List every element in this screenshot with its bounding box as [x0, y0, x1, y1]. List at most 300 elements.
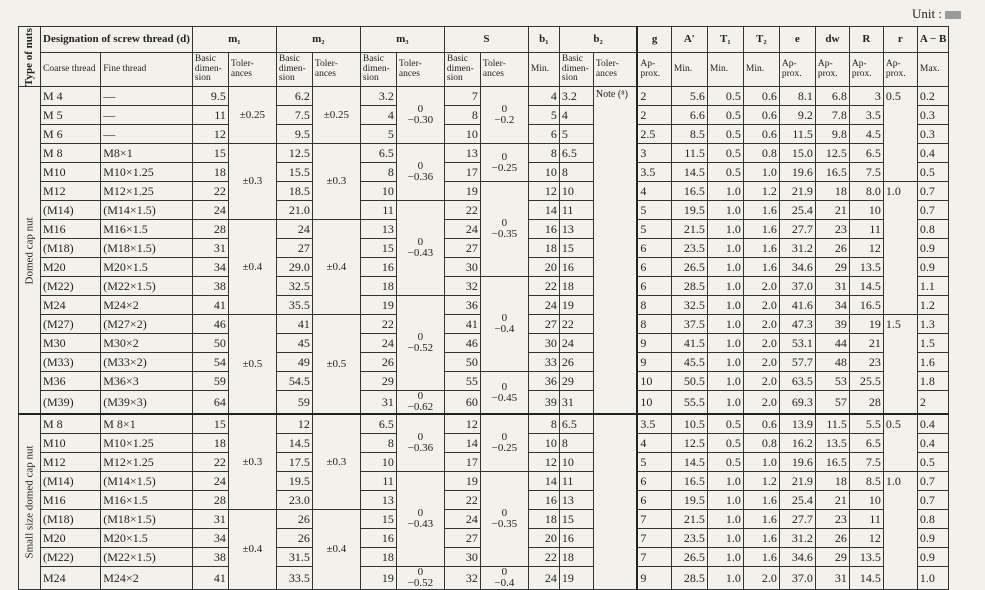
r-upper-cell: 6.5 [849, 434, 883, 453]
dimension-table-wrapper [18, 26, 949, 590]
coarse-thread-cell: M16 [41, 220, 101, 239]
fine-thread-cell: (M14×1.5) [101, 201, 193, 220]
g-cell: 8 [637, 315, 671, 334]
e-cell: 9.2 [779, 106, 815, 125]
s-basic-cell: 60 [444, 391, 480, 415]
ab-cell: 0.7 [917, 491, 948, 510]
e-header: e [779, 27, 815, 53]
b1-min-cell: 20 [528, 258, 559, 277]
coarse-thread-cell: (M33) [41, 353, 101, 372]
m1-basic-cell: 41 [192, 567, 228, 590]
r-upper-cell: 12 [849, 239, 883, 258]
s-basic-cell: 50 [444, 353, 480, 372]
m2-basic-cell: 23.0 [276, 491, 312, 510]
dw-cell: 44 [815, 334, 849, 353]
coarse-thread-cell: (M14) [41, 472, 101, 491]
g-cell: 9 [637, 567, 671, 590]
fine-thread-cell: — [101, 106, 193, 125]
m2-basic-cell: 26 [276, 510, 312, 529]
r-upper-cell: 10 [849, 491, 883, 510]
m2-basic-cell: 49 [276, 353, 312, 372]
table-row [19, 87, 949, 106]
m2-tolerance-cell: ±0.5 [312, 315, 360, 415]
b2-header: b₂ [559, 27, 637, 53]
coarse-thread-cell: M12 [41, 453, 101, 472]
ab-cell: 1.1 [917, 277, 948, 296]
b1-min-cell: 39 [528, 391, 559, 415]
m3-basic-cell: 16 [360, 529, 396, 548]
m1-basic-cell: 28 [192, 220, 228, 239]
t2-cell: 0.6 [743, 414, 779, 434]
m3-basic-cell: 15 [360, 510, 396, 529]
m3-basic-cell: 11 [360, 201, 396, 220]
m2-basic-cell: 26 [276, 529, 312, 548]
m1-tolerance-cell: ±0.25 [228, 87, 276, 144]
e-cell: 19.6 [779, 163, 815, 182]
b2-basic-cell: 6.5 [559, 414, 593, 434]
m3-basic: Basic dimen-sion [360, 53, 396, 87]
dw-cell: 9.8 [815, 125, 849, 144]
m2-basic-cell: 27 [276, 239, 312, 258]
b1-min: Min. [528, 53, 559, 87]
fine-thread-cell: M8×1 [101, 144, 193, 163]
m3-basic-cell: 15 [360, 239, 396, 258]
m3-tolerance-cell: 0 −0.52 [396, 567, 444, 590]
coarse-thread-cell: M12 [41, 182, 101, 201]
e-cell: 25.4 [779, 491, 815, 510]
dw-cell: 16.5 [815, 453, 849, 472]
a-prime-cell: 19.5 [671, 201, 707, 220]
m2-tolerance-cell: ±0.4 [312, 510, 360, 590]
dw-cell: 39 [815, 315, 849, 334]
coarse-thread-cell: M36 [41, 372, 101, 391]
s-basic-cell: 36 [444, 296, 480, 315]
t2-cell: 2.0 [743, 296, 779, 315]
a-prime-cell: 32.5 [671, 296, 707, 315]
m1-basic-cell: 18 [192, 434, 228, 453]
m2-basic-cell: 19.5 [276, 472, 312, 491]
e-cell: 27.7 [779, 220, 815, 239]
m1-basic-cell: 31 [192, 239, 228, 258]
g-cell: 10 [637, 372, 671, 391]
r-upper-cell: 3 [849, 87, 883, 106]
s-basic-cell: 30 [444, 258, 480, 277]
fine-thread-cell: (M18×1.5) [101, 510, 193, 529]
m1-basic-cell: 64 [192, 391, 228, 415]
a-prime-cell: 23.5 [671, 239, 707, 258]
ab-cell: 0.8 [917, 510, 948, 529]
dw-cell: 31 [815, 567, 849, 590]
m2-basic-cell: 35.5 [276, 296, 312, 315]
t2-cell: 1.6 [743, 510, 779, 529]
fine-thread-cell: M12×1.25 [101, 182, 193, 201]
m2-tolerance-cell: ±0.25 [312, 87, 360, 144]
s-basic-cell: 17 [444, 453, 480, 472]
b1-min-cell: 20 [528, 529, 559, 548]
g-cell: 6 [637, 239, 671, 258]
e-cell: 34.6 [779, 258, 815, 277]
coarse-thread-cell: M 8 [41, 144, 101, 163]
a-prime-cell: 10.5 [671, 414, 707, 434]
dw-header: dw [815, 27, 849, 53]
a-prime-cell: 45.5 [671, 353, 707, 372]
fine-thread-cell: M20×1.5 [101, 258, 193, 277]
coarse-thread-cell: M 5 [41, 106, 101, 125]
r-upper-cell: 6.5 [849, 144, 883, 163]
m2-tol: Toler-ances [312, 53, 360, 87]
t2-cell: 1.2 [743, 182, 779, 201]
m1-basic-cell: 24 [192, 201, 228, 220]
r-upper-cell: 8.5 [849, 472, 883, 491]
a-prime-cell: 11.5 [671, 144, 707, 163]
a-prime-cell: 26.5 [671, 548, 707, 567]
coarse-thread-cell: M20 [41, 258, 101, 277]
r-upper-cell: 14.5 [849, 277, 883, 296]
m2-basic-cell: 18.5 [276, 182, 312, 201]
e-cell: 27.7 [779, 510, 815, 529]
b1-min-cell: 22 [528, 548, 559, 567]
b2-basic-cell: 10 [559, 453, 593, 472]
t2-cell: 1.0 [743, 453, 779, 472]
t1-cell: 1.0 [707, 353, 743, 372]
dw-cell: 29 [815, 258, 849, 277]
a-prime-cell: 28.5 [671, 567, 707, 590]
coarse-thread-cell: M16 [41, 491, 101, 510]
g-cell: 2.5 [637, 125, 671, 144]
table-row [19, 277, 949, 296]
ab-cell: 0.4 [917, 434, 948, 453]
s-tolerance-cell: 0 −0.35 [480, 182, 528, 277]
dw-cell: 13.5 [815, 434, 849, 453]
m3-basic-cell: 19 [360, 296, 396, 315]
g-cell: 7 [637, 548, 671, 567]
dw-cell: 12.5 [815, 144, 849, 163]
e-cell: 13.9 [779, 414, 815, 434]
e-cell: 53.1 [779, 334, 815, 353]
b2-basic-cell: 18 [559, 277, 593, 296]
ab-cell: 0.9 [917, 239, 948, 258]
a-prime-cell: 41.5 [671, 334, 707, 353]
b2-basic-cell: 11 [559, 201, 593, 220]
a-prime-header: A′ [671, 27, 707, 53]
r-upper-cell: 5.5 [849, 414, 883, 434]
e-cell: 37.0 [779, 277, 815, 296]
ab-cell: 0.7 [917, 472, 948, 491]
t1-cell: 1.0 [707, 491, 743, 510]
small-size-domed-cap-nut-label: Small size domed cap nut [19, 414, 41, 590]
a-prime-cell: 16.5 [671, 182, 707, 201]
s-basic-cell: 22 [444, 491, 480, 510]
ab-cell: 1.5 [917, 334, 948, 353]
t2-cell: 1.2 [743, 472, 779, 491]
a-prime-cell: 14.5 [671, 453, 707, 472]
r-upper-cell: 7.5 [849, 163, 883, 182]
coarse-thread-cell: (M39) [41, 391, 101, 415]
r-upper-cell: 14.5 [849, 567, 883, 590]
r-upper-header: R [849, 27, 883, 53]
dw-cell: 57 [815, 391, 849, 415]
t2-cell: 0.6 [743, 87, 779, 106]
ab-cell: 2 [917, 391, 948, 415]
t1-cell: 0.5 [707, 87, 743, 106]
b1-min-cell: 10 [528, 163, 559, 182]
m1-tolerance-cell: ±0.3 [228, 414, 276, 510]
m2-tolerance-cell: ±0.3 [312, 144, 360, 220]
b2-basic-cell: 19 [559, 296, 593, 315]
g-cell: 5 [637, 453, 671, 472]
t1-cell: 1.0 [707, 201, 743, 220]
m3-basic-cell: 19 [360, 567, 396, 590]
m1-tolerance-cell: ±0.3 [228, 144, 276, 220]
t1-cell: 1.0 [707, 296, 743, 315]
r-upper-cell: 13.5 [849, 548, 883, 567]
m2-basic-cell: 31.5 [276, 548, 312, 567]
m3-basic-cell: 16 [360, 258, 396, 277]
dw-cell: 18 [815, 182, 849, 201]
m3-basic-cell: 13 [360, 491, 396, 510]
e-cell: 37.0 [779, 567, 815, 590]
m1-basic-cell: 15 [192, 144, 228, 163]
dw-cell: 16.5 [815, 163, 849, 182]
ab-cell: 1.8 [917, 372, 948, 391]
b2-tolerance-cell: Note (⁸) [593, 87, 637, 415]
b2-basic-cell: 18 [559, 548, 593, 567]
m1-tolerance-cell: ±0.4 [228, 220, 276, 315]
dw-cell: 34 [815, 296, 849, 315]
b1-min-cell: 10 [528, 434, 559, 453]
b2-basic-cell: 8 [559, 434, 593, 453]
s-basic-cell: 19 [444, 182, 480, 201]
r-upper-cell: 25.5 [849, 372, 883, 391]
fine-thread-cell: M16×1.5 [101, 491, 193, 510]
r-upper-cell: 12 [849, 529, 883, 548]
m2-basic: Basic dimen-sion [276, 53, 312, 87]
s-basic-cell: 55 [444, 372, 480, 391]
table-row [19, 372, 949, 391]
ab-max: Max. [917, 53, 948, 87]
t2-cell: 2.0 [743, 372, 779, 391]
e-cell: 21.9 [779, 472, 815, 491]
unit-label: Unit : [912, 6, 961, 22]
a-prime-cell: 21.5 [671, 510, 707, 529]
e-cell: 15.0 [779, 144, 815, 163]
e-cell: 31.2 [779, 529, 815, 548]
m3-basic-cell: 5 [360, 125, 396, 144]
e-cell: 63.5 [779, 372, 815, 391]
s-basic-cell: 10 [444, 125, 480, 144]
ab-cell: 0.9 [917, 548, 948, 567]
b2-basic-cell: 3.2 [559, 87, 593, 106]
t2-cell: 1.6 [743, 258, 779, 277]
g-cell: 3.5 [637, 163, 671, 182]
t2-cell: 0.8 [743, 144, 779, 163]
b2-basic-cell: 13 [559, 491, 593, 510]
s-tolerance-cell: 0 −0.45 [480, 372, 528, 415]
ab-cell: 0.5 [917, 163, 948, 182]
m1-basic-cell: 22 [192, 453, 228, 472]
m3-basic-cell: 29 [360, 372, 396, 391]
table-row [19, 567, 949, 590]
m1-basic-cell: 38 [192, 277, 228, 296]
m1-basic-cell: 18 [192, 163, 228, 182]
b1-min-cell: 24 [528, 296, 559, 315]
t1-cell: 0.5 [707, 125, 743, 144]
e-cell: 11.5 [779, 125, 815, 144]
ab-cell: 0.4 [917, 144, 948, 163]
b2-basic-cell: 10 [559, 182, 593, 201]
t2-cell: 2.0 [743, 353, 779, 372]
m1-basic-cell: 11 [192, 106, 228, 125]
fine-thread-cell: — [101, 125, 193, 144]
b1-header: b₁ [528, 27, 559, 53]
dw-cell: 53 [815, 372, 849, 391]
b2-basic-cell: 19 [559, 567, 593, 590]
a-prime-cell: 14.5 [671, 163, 707, 182]
r-upper-cell: 11 [849, 510, 883, 529]
dw-cell: 7.8 [815, 106, 849, 125]
m1-basic-cell: 59 [192, 372, 228, 391]
coarse-thread-cell: (M18) [41, 239, 101, 258]
t2-cell: 1.6 [743, 548, 779, 567]
m3-tolerance-cell: 0 −0.30 [396, 87, 444, 144]
m1-basic-cell: 9.5 [192, 87, 228, 106]
t1-cell: 1.0 [707, 239, 743, 258]
m3-basic-cell: 6.5 [360, 414, 396, 434]
m2-basic-cell: 24 [276, 220, 312, 239]
t2-cell: 2.0 [743, 334, 779, 353]
t1-cell: 1.0 [707, 277, 743, 296]
e-cell: 21.9 [779, 182, 815, 201]
ab-cell: 0.9 [917, 529, 948, 548]
m1-basic-cell: 34 [192, 258, 228, 277]
t1-cell: 0.5 [707, 163, 743, 182]
s-tolerance-cell: 0 −0.35 [480, 472, 528, 567]
ab-header: A − B [917, 27, 948, 53]
t1-cell: 1.0 [707, 220, 743, 239]
g-cell: 10 [637, 391, 671, 415]
m1-basic-cell: 38 [192, 548, 228, 567]
m3-basic-cell: 8 [360, 434, 396, 453]
m3-basic-cell: 3.2 [360, 87, 396, 106]
fine-thread-cell: M10×1.25 [101, 163, 193, 182]
g-cell: 6 [637, 277, 671, 296]
m3-basic-cell: 11 [360, 472, 396, 491]
b2-basic-cell: 31 [559, 391, 593, 415]
fine-thread-cell: (M27×2) [101, 315, 193, 334]
t1-cell: 1.0 [707, 391, 743, 415]
b2-basic-cell: 26 [559, 353, 593, 372]
t1-min: Min. [707, 53, 743, 87]
ab-cell: 0.9 [917, 258, 948, 277]
a-prime-cell: 8.5 [671, 125, 707, 144]
s-basic-cell: 32 [444, 567, 480, 590]
m1-header: m₁ [192, 27, 276, 53]
r-upper-cell: 10 [849, 201, 883, 220]
r-upper-cell: 7.5 [849, 453, 883, 472]
b1-min-cell: 5 [528, 106, 559, 125]
s-basic-cell: 27 [444, 239, 480, 258]
b2-basic-cell: 15 [559, 510, 593, 529]
s-basic-cell: 27 [444, 529, 480, 548]
b1-min-cell: 18 [528, 239, 559, 258]
a-prime-cell: 50.5 [671, 372, 707, 391]
r-upper-cell: 13.5 [849, 258, 883, 277]
ab-cell: 0.3 [917, 125, 948, 144]
s-basic-cell: 14 [444, 434, 480, 453]
dw-cell: 6.8 [815, 87, 849, 106]
m1-basic-cell: 50 [192, 334, 228, 353]
fine-thread-cell: M24×2 [101, 296, 193, 315]
m2-basic-cell: 54.5 [276, 372, 312, 391]
dw-cell: 26 [815, 239, 849, 258]
r-lower-cell: 1.0 [883, 472, 917, 590]
r-upper-cell: 21 [849, 334, 883, 353]
r-lower-cell: 1.5 [883, 315, 917, 415]
type-of-nuts-header: Type of nuts [19, 27, 41, 87]
g-cell: 6 [637, 491, 671, 510]
g-cell: 2 [637, 87, 671, 106]
fine-thread-cell: M 8×1 [101, 414, 193, 434]
m1-tol: Toler-ances [228, 53, 276, 87]
r-upper-cell: 19 [849, 315, 883, 334]
m3-tolerance-cell: 0 −0.62 [396, 391, 444, 415]
t1-cell: 0.5 [707, 144, 743, 163]
b2-basic-cell: 16 [559, 258, 593, 277]
m2-basic-cell: 6.2 [276, 87, 312, 106]
m1-basic-cell: 41 [192, 296, 228, 315]
s-tol: Toler-ances [480, 53, 528, 87]
b2-basic-cell: 13 [559, 220, 593, 239]
coarse-header: Coarse thread [41, 53, 101, 87]
s-basic: Basic dimen-sion [444, 53, 480, 87]
coarse-thread-cell: M 6 [41, 125, 101, 144]
m3-tolerance-cell: 0 −0.43 [396, 472, 444, 567]
t1-cell: 1.0 [707, 182, 743, 201]
g-cell: 3.5 [637, 414, 671, 434]
m2-basic-cell: 21.0 [276, 201, 312, 220]
m1-basic-cell: 15 [192, 414, 228, 434]
m1-basic: Basic dimen-sion [192, 53, 228, 87]
m3-tolerance-cell: 0 −0.36 [396, 144, 444, 201]
b1-min-cell: 22 [528, 277, 559, 296]
dw-approx: Ap-prox. [815, 53, 849, 87]
b2-basic-cell: 8 [559, 163, 593, 182]
b2-basic-cell: 11 [559, 472, 593, 491]
t1-cell: 1.0 [707, 315, 743, 334]
r-upper-approx: Ap-prox. [849, 53, 883, 87]
t1-cell: 1.0 [707, 472, 743, 491]
m1-basic-cell: 54 [192, 353, 228, 372]
t1-cell: 0.5 [707, 414, 743, 434]
a-prime-cell: 26.5 [671, 258, 707, 277]
t2-cell: 1.0 [743, 163, 779, 182]
b1-min-cell: 14 [528, 201, 559, 220]
s-basic-cell: 30 [444, 548, 480, 567]
a-prime-cell: 28.5 [671, 277, 707, 296]
b1-min-cell: 16 [528, 220, 559, 239]
r-lower-cell: 0.5 [883, 414, 917, 472]
m1-basic-cell: 22 [192, 182, 228, 201]
g-cell: 4 [637, 434, 671, 453]
e-cell: 47.3 [779, 315, 815, 334]
a-prime-cell: 55.5 [671, 391, 707, 415]
ab-cell: 0.3 [917, 106, 948, 125]
t1-cell: 1.0 [707, 548, 743, 567]
dw-cell: 21 [815, 491, 849, 510]
m2-basic-cell: 7.5 [276, 106, 312, 125]
t1-cell: 0.5 [707, 434, 743, 453]
r-upper-cell: 11 [849, 220, 883, 239]
